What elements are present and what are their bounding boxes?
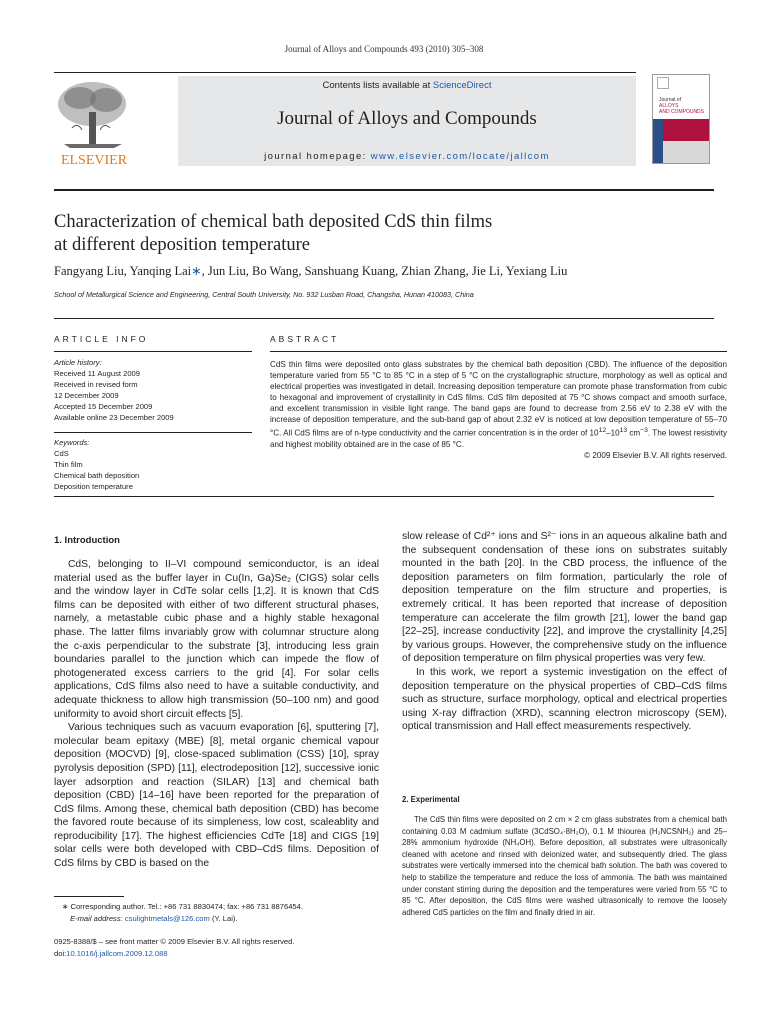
publication-info (54, 936, 394, 959)
cover-line-3: AND COMPOUNDS (659, 109, 705, 115)
paragraph: In this work, we report a systemic investigation on the effect of deposition temperature on the physical properties of CBD–CdS films such as structure, surface morphology, optical and electrical properties using X-ray diffraction (XRD), scanning electron microscopy (SEM), optical transmission and Hall effect measurements respectively. (402, 666, 727, 733)
journal-homepage: journal homepage: www.elsevier.com/locate/jallcom (264, 151, 550, 162)
cover-emblem-icon (657, 77, 669, 89)
section-heading-experimental: 2. Experimental (402, 795, 460, 804)
elsevier-wordmark: ELSEVIER (60, 153, 128, 168)
article-title: Characterization of chemical bath deposited CdS thin films at different deposition temperature (54, 212, 493, 255)
header-top-rule (54, 72, 636, 73)
journal-name: Journal of Alloys and Compounds (277, 108, 537, 129)
intro-left-column (54, 558, 379, 871)
elsevier-tree-icon (52, 78, 136, 168)
paragraph: slow release of Cd²⁺ ions and S²⁻ ions in an aqueous alkaline bath and the subsequent condensation of these ions on substrates suitably mounted in the bath [20]. In the CBD process, the influence of the deposition parameters on film formation, particularly the role of deposition temperature on the film structure and properties, is extremely critical. It has been reported that increase of deposition temperature can accelerate the film growth [21], lower the band gap [22–25], increase conductivity [22], and improve the crystallinity [4,25] by various groups. However, the comprehensive study on the influence of deposition temperature on film physical properties was very few. (402, 531, 727, 665)
abstract-bottom-rule (54, 496, 714, 497)
running-citation: Journal of Alloys and Compounds 493 (2010) 305–308 (284, 44, 484, 54)
cover-blue-band (653, 119, 663, 163)
contents-line: Contents lists available at ScienceDirect (322, 80, 492, 91)
homepage-link[interactable]: www.elsevier.com/locate/jallcom (370, 151, 550, 162)
abstract-copyright: © 2009 Elsevier B.V. All rights reserved. (584, 450, 727, 460)
abstract-text: CdS thin films were deposited onto glass substrates by the chemical bath deposition (CBD). The influence of the deposition temperature varied from 55 °C to 85 °C in a step of 5 °C on the crystallographic structure, morphology as well as optical and electrical properties was investigated in detail. Increasing deposition temperature can promote phase transformation from cubic to hexagonal and improvement of crystallinity in CdS films. CdS film deposited at 75 °C shows compact and smooth surface, and excellent transmission in visible light range. The band gaps are found to decrease from 2.56 eV to 2.38 eV with the increase of deposition temperature, and the sub-band gap of about 2.32 eV is noticed at low deposition temperature of 55–70 °C. All CdS films are of n-type conductivity and the carrier concentration is in the order of $10^{12}-10^{13}$ $cm^{-3}$. The lowest resistivity and highest mobility obtained are in the case of 85 °C. © 2009 Elsevier B.V. All rights reserved. (270, 360, 727, 460)
corresponding-author-mark[interactable]: ∗ (191, 264, 202, 278)
keyword: Chemical bath deposition (54, 470, 140, 480)
footnote-rule (54, 896, 124, 897)
cover-grey-band (663, 141, 709, 163)
sciencedirect-link[interactable]: ScienceDirect (432, 80, 492, 91)
paragraph: CdS, belonging to II–VI compound semiconductor, is an ideal material used as the buffer layer in Cu(In, Ga)Se₂ (CIGS) solar cells and the window layer in CdTe solar cells [1,2]. It is known that CdS films can be deposited with either of two different structural phases, namely, a metastable cubic phase and a highly stable hexagonal phase. The latter films invariably grow with columnar structure along the c-axis perpendicular to the substrate [3], introducing less grain boundaries parallel to the junction which can impede the flow of photogenerated excess carriers to the grid [4]. For solar cells applications, CdS films also need to have a suitable conductivity, and adequate thickness to allow high transmission (50–100 nm) and good uniformity to avoid short circuit effects [5]. (54, 559, 379, 720)
cover-red-band (663, 119, 709, 141)
corresponding-author-note: ∗ Corresponding author. Tel.: +86 731 8830474; fax: +86 731 8876454. (62, 902, 303, 911)
header-bottom-rule (54, 189, 714, 191)
abstract-rule (270, 351, 727, 352)
keywords-block: Keywords: CdS Thin film Chemical bath deposition Deposition temperature (54, 438, 254, 493)
keyword: CdS (54, 448, 69, 458)
doi-link[interactable]: 10.1016/j.jallcom.2009.12.088 (66, 948, 168, 958)
section-heading-introduction: 1. Introduction (54, 535, 120, 546)
keyword: Deposition temperature (54, 481, 133, 491)
experimental-text (402, 814, 727, 918)
email-link[interactable]: csulightmetals@126.com (124, 913, 210, 923)
keyword: Thin film (54, 459, 83, 469)
elsevier-logo (52, 78, 136, 168)
author-list: Fangyang Liu, Yanqing Lai∗, Jun Liu, Bo Wang, Sanshuang Kuang, Zhian Zhang, Jie Li, Yexiang Liu (54, 264, 568, 278)
intro-right-column (402, 530, 727, 734)
issn-line: 0925-8388/$ – see front matter © 2009 Elsevier B.V. All rights reserved. (54, 937, 295, 946)
email-line: E-mail address: csulightmetals@126.com (Y. Lai). (70, 913, 238, 923)
affiliation-rule (54, 318, 714, 319)
cover-line-1: Journal of (659, 97, 681, 103)
article-history: Article history: Received 11 August 2009 Received in revised form 12 December 2009 Accepted 15 December 2009 Available online 23 December 2009 (54, 358, 174, 422)
paragraph: Various techniques such as vacuum evaporation [6], sputtering [7], molecular beam epitaxy (MBE) [8], metal organic chemical vapour deposition (MOCVD) [9], close-spaced sublimation (CSS) [10], spray pyrolysis deposition (SPD) [11], electrodeposition [12], successive ionic layer adsorption and reaction (SILAR) [13] and chemical bath deposition (CBD) [14–16] have been reported for the preparation of CdS films. Among these, chemical bath deposition (CBD) has become the favored route because of its simpleness, low cost, scaleablity and reproducibility [17]. The highest efficiencies CdTe [18] and CIGS [19] solar cells were both developed with CBD–CdS films. Deposition of CdS films by CBD is based on the (54, 722, 379, 870)
affiliation: School of Metallurgical Science and Engineering, Central South University, No. 932 Lusban Road, Changsha, Hunan 410083, China (54, 290, 474, 299)
doi-line: doi:10.1016/j.jallcom.2009.12.088 (54, 948, 168, 958)
footnote (62, 901, 392, 924)
paragraph: The CdS thin films were deposited on 2 cm × 2 cm glass substrates from a chemical bath containing 0.03 M cadmium sulfate (3CdSO₄·8H₂O), 0.1 M thiourea (H₂NCSNH₂) and 25–28% ammonium hydroxide (NH₄OH). Before deposition, all substrates were ultrasonically cleaned with acetone and rinsed with deionized water, and subsequently dried. The glass substrates were vertically immersed into the chemical bath solution. The bath was covered to help to stabilize the temperature and reduce the loss of ammonia. The bath was maintained under constant stirring during the deposition and the temperatures were varied from 55 °C to 85 °C. After deposition, the CdS films were washed ultrasonically to remove the loosely adhered CdS particles on the film and finally dried in air. (402, 815, 727, 917)
journal-cover-thumbnail (652, 74, 710, 164)
keywords-rule (54, 432, 252, 433)
article-info-rule (54, 351, 252, 352)
article-info-heading: ARTICLE INFO (54, 334, 149, 344)
cover-line-2: ALLOYS (659, 103, 679, 109)
abstract-heading: ABSTRACT (270, 334, 340, 344)
